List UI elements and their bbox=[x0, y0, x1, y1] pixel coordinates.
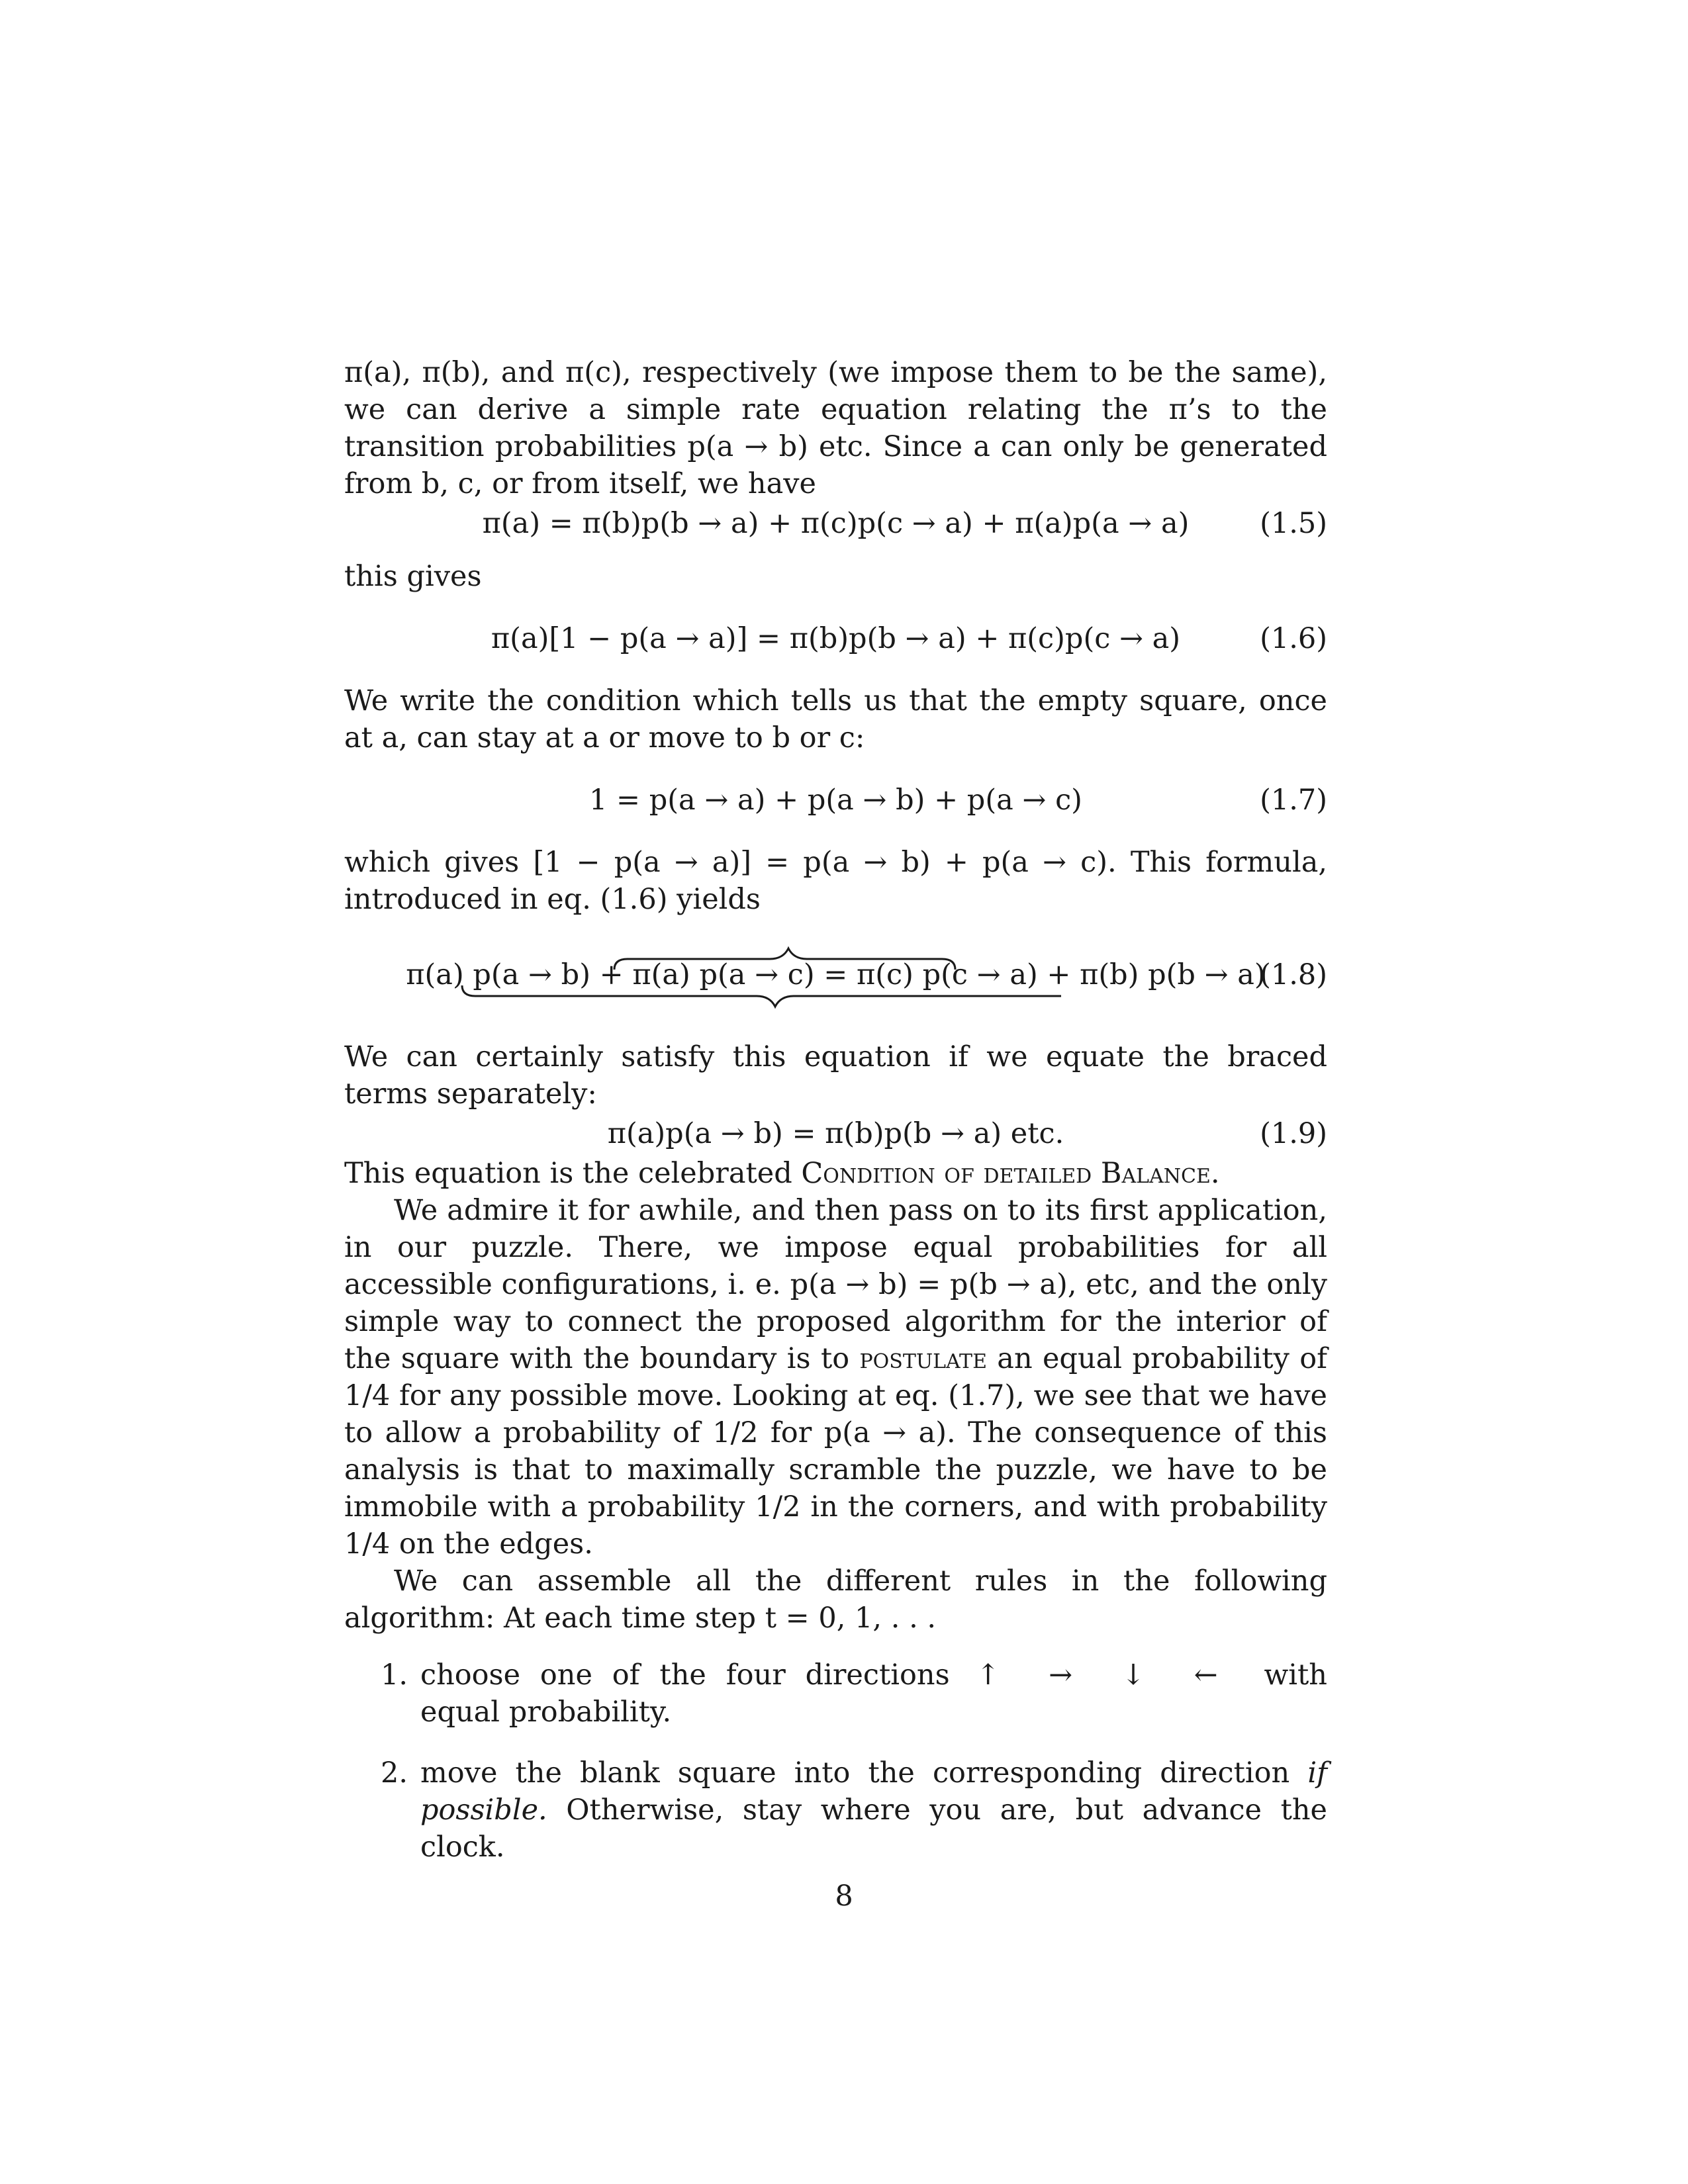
text-run: This equation is the celebrated bbox=[344, 1157, 802, 1190]
equation-number: (1.6) bbox=[1260, 622, 1327, 655]
equation-number: (1.7) bbox=[1260, 784, 1327, 817]
paragraph bbox=[344, 1155, 1327, 1192]
braced-equation bbox=[406, 929, 1265, 1021]
equation-text: π(a)p(a → b) = π(b)p(b → a) etc. bbox=[607, 1117, 1064, 1150]
text-run: We admire it for awhile, and then pass on to its first application, in our puzzle. There, we impose equal probabilities for all accessible configurations, i. e. p(a → b) = p(b → a), etc, and the only simple way to connect the proposed algorithm for the interior of the square with the boundary is to bbox=[344, 1194, 1327, 1375]
algorithm-list bbox=[344, 1657, 1327, 1866]
list-item bbox=[344, 1754, 1327, 1866]
text-run: with equal probability. bbox=[420, 1659, 1327, 1729]
term-postulate: postulate bbox=[859, 1342, 987, 1375]
equation-1-6 bbox=[344, 617, 1327, 660]
paragraph bbox=[344, 1192, 1327, 1563]
text-run: choose one of the four directions bbox=[420, 1659, 950, 1692]
equation-1-5 bbox=[344, 502, 1327, 545]
text-run: . bbox=[1210, 1157, 1220, 1190]
page-number: 8 bbox=[835, 1880, 853, 1913]
overbrace bbox=[399, 936, 1048, 976]
paragraph: π(a), π(b), and π(c), respectively (we impose them to be the same), we can derive a simple rate equation relating the π’s to the transition probabilities p(a → b) etc. Since a can only be generated from b, c, or from itself, we have bbox=[344, 356, 1327, 500]
text-run: Otherwise, stay where you are, but advance the clock. bbox=[420, 1794, 1327, 1864]
equation-number: (1.5) bbox=[1260, 507, 1327, 540]
direction-arrows: ↑ → ↓ ← bbox=[976, 1659, 1238, 1692]
paragraph: which gives [1 − p(a → a)] = p(a → b) + p(a → c). This formula, introduced in eq. (1.6) yields bbox=[344, 846, 1327, 916]
list-item bbox=[344, 1657, 1327, 1731]
equation-1-8 bbox=[344, 929, 1327, 1021]
equation-text: π(a) p(a → b) + π(a) p(a → c) = π(c) p(c → a) + π(b) p(b → a) bbox=[406, 958, 1266, 991]
paragraph: this gives bbox=[344, 560, 482, 593]
term-detailed-balance: Condition of detailed Balance bbox=[801, 1157, 1211, 1190]
paragraph: We write the condition which tells us that the empty square, once at a, can stay at a or move to b or c: bbox=[344, 684, 1327, 754]
list-label: 2. bbox=[381, 1756, 408, 1790]
equation-text: π(a)[1 − p(a → a)] = π(b)p(b → a) + π(c)p(c → a) bbox=[491, 622, 1181, 655]
equation-number: (1.9) bbox=[1260, 1117, 1327, 1150]
emphasis: if possible. bbox=[420, 1756, 1327, 1827]
equation-text: 1 = p(a → a) + p(a → b) + p(a → c) bbox=[589, 784, 1082, 817]
paragraph: We can assemble all the different rules in the following algorithm: At each time step t = 0, 1, . . . bbox=[344, 1565, 1327, 1635]
text-run: an equal probability of 1/4 for any possible move. Looking at eq. (1.7), we see that we have to allow a probability of 1/2 for p(a → a). The consequence of this analysis is that to maximally scramble the puzzle, we have to be immobile with a probability 1/2 in the corners, and with probability 1/4 on the edges. bbox=[344, 1342, 1328, 1561]
page-body bbox=[344, 354, 1327, 1889]
equation-1-9 bbox=[344, 1113, 1327, 1155]
equation-text: π(a) = π(b)p(b → a) + π(c)p(c → a) + π(a)p(a → a) bbox=[482, 507, 1190, 540]
text-run: move the blank square into the corresponding direction bbox=[420, 1756, 1308, 1790]
equation-number: (1.8) bbox=[1260, 958, 1327, 991]
underbrace bbox=[399, 980, 1061, 1020]
paragraph: We can certainly satisfy this equation if we equate the braced terms separately: bbox=[344, 1040, 1327, 1111]
list-label: 1. bbox=[381, 1659, 408, 1692]
equation-1-7 bbox=[344, 779, 1327, 821]
